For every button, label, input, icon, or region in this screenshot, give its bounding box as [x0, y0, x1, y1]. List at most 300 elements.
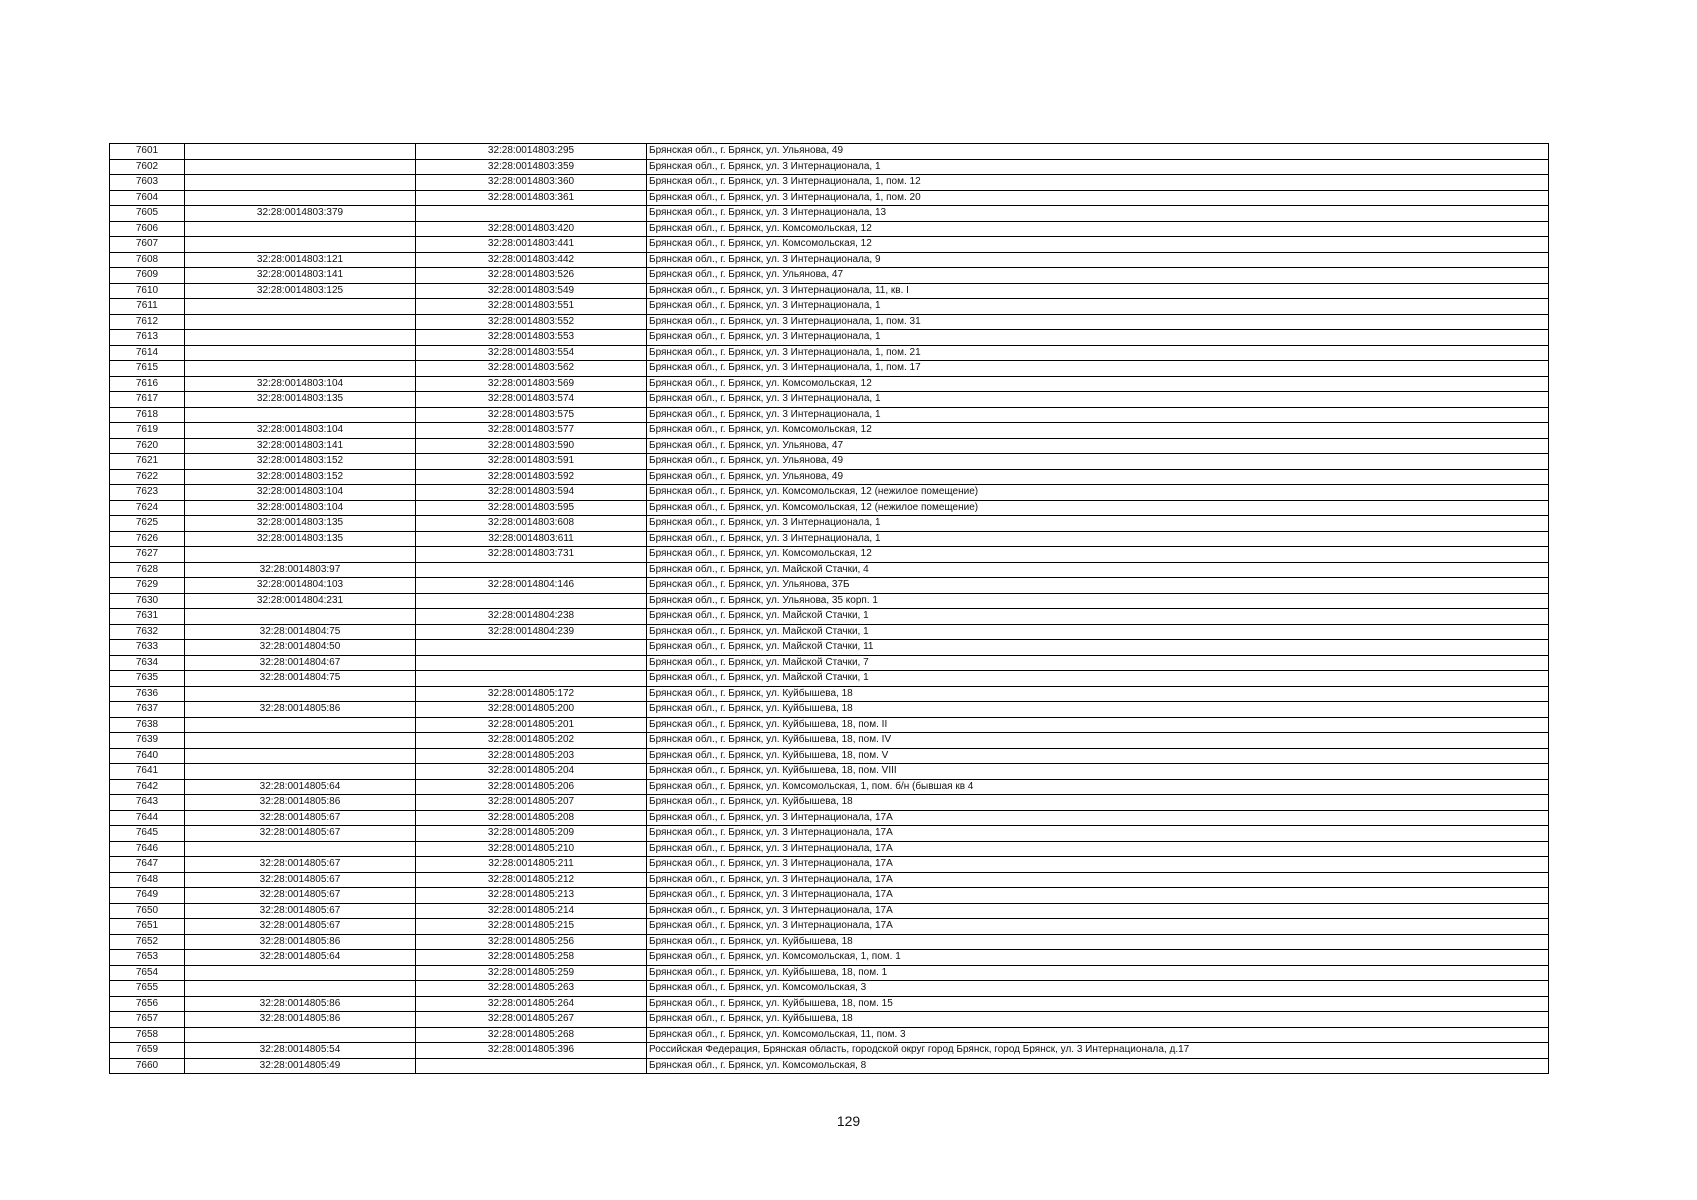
row-number-cell: 7657	[110, 1012, 185, 1028]
table-row	[110, 299, 1549, 315]
address-cell: Брянская обл., г. Брянск, ул. 3 Интернационала, 1, пом. 21	[647, 345, 1549, 361]
row-number-cell: 7629	[110, 578, 185, 594]
row-number-cell: 7623	[110, 485, 185, 501]
table-row	[110, 330, 1549, 346]
row-number-cell: 7643	[110, 795, 185, 811]
address-cell: Брянская обл., г. Брянск, ул. 3 Интернационала, 13	[647, 206, 1549, 222]
land-parcel-number-cell	[185, 686, 416, 702]
building-number-cell: 32:28:0014805:263	[416, 981, 647, 997]
land-parcel-number-cell	[185, 407, 416, 423]
land-parcel-number-cell	[185, 733, 416, 749]
address-cell: Брянская обл., г. Брянск, ул. Куйбышева, 18	[647, 1012, 1549, 1028]
address-cell: Брянская обл., г. Брянск, ул. Ульянова, 49	[647, 469, 1549, 485]
land-parcel-number-cell	[185, 965, 416, 981]
building-number-cell: 32:28:0014805:259	[416, 965, 647, 981]
address-cell: Брянская обл., г. Брянск, ул. 3 Интернационала, 1	[647, 392, 1549, 408]
row-number-cell: 7624	[110, 500, 185, 516]
address-cell: Брянская обл., г. Брянск, ул. Комсомольская, 12	[647, 423, 1549, 439]
address-cell: Брянская обл., г. Брянск, ул. Комсомольская, 1, пом. б/н (бывшая кв 4	[647, 779, 1549, 795]
land-parcel-number-cell: 32:28:0014803:152	[185, 454, 416, 470]
address-cell: Брянская обл., г. Брянск, ул. Комсомольская, 12	[647, 237, 1549, 253]
address-cell: Брянская обл., г. Брянск, ул. 3 Интернационала, 11, кв. I	[647, 283, 1549, 299]
row-number-cell: 7646	[110, 841, 185, 857]
land-parcel-number-cell: 32:28:0014803:104	[185, 500, 416, 516]
table-row	[110, 655, 1549, 671]
land-parcel-number-cell: 32:28:0014804:75	[185, 671, 416, 687]
table-row	[110, 516, 1549, 532]
land-parcel-number-cell	[185, 981, 416, 997]
building-number-cell: 32:28:0014805:201	[416, 717, 647, 733]
building-number-cell: 32:28:0014803:359	[416, 159, 647, 175]
land-parcel-number-cell: 32:28:0014805:67	[185, 919, 416, 935]
table-row	[110, 748, 1549, 764]
building-number-cell: 32:28:0014805:264	[416, 996, 647, 1012]
address-cell: Брянская обл., г. Брянск, ул. Майской Стачки, 1	[647, 671, 1549, 687]
building-number-cell: 32:28:0014803:552	[416, 314, 647, 330]
table-row	[110, 547, 1549, 563]
building-number-cell: 32:28:0014805:200	[416, 702, 647, 718]
address-cell: Брянская обл., г. Брянск, ул. Куйбышева, 18	[647, 702, 1549, 718]
address-cell: Брянская обл., г. Брянск, ул. Ульянова, 49	[647, 144, 1549, 160]
building-number-cell: 32:28:0014803:590	[416, 438, 647, 454]
land-parcel-number-cell	[185, 717, 416, 733]
table-row	[110, 826, 1549, 842]
row-number-cell: 7649	[110, 888, 185, 904]
table-row	[110, 175, 1549, 191]
row-number-cell: 7605	[110, 206, 185, 222]
row-number-cell: 7603	[110, 175, 185, 191]
row-number-cell: 7622	[110, 469, 185, 485]
building-number-cell	[416, 1058, 647, 1074]
land-parcel-number-cell	[185, 764, 416, 780]
table-row	[110, 1012, 1549, 1028]
row-number-cell: 7611	[110, 299, 185, 315]
row-number-cell: 7658	[110, 1027, 185, 1043]
building-number-cell: 32:28:0014805:267	[416, 1012, 647, 1028]
land-parcel-number-cell: 32:28:0014805:86	[185, 934, 416, 950]
table-row	[110, 314, 1549, 330]
row-number-cell: 7659	[110, 1043, 185, 1059]
address-cell: Брянская обл., г. Брянск, ул. 3 Интернационала, 1	[647, 531, 1549, 547]
row-number-cell: 7636	[110, 686, 185, 702]
land-parcel-number-cell	[185, 144, 416, 160]
row-number-cell: 7607	[110, 237, 185, 253]
building-number-cell: 32:28:0014803:591	[416, 454, 647, 470]
table-row	[110, 857, 1549, 873]
table-row	[110, 950, 1549, 966]
building-number-cell: 32:28:0014804:239	[416, 624, 647, 640]
building-number-cell: 32:28:0014805:268	[416, 1027, 647, 1043]
row-number-cell: 7628	[110, 562, 185, 578]
address-cell: Брянская обл., г. Брянск, ул. 3 Интернационала, 1, пом. 31	[647, 314, 1549, 330]
row-number-cell: 7635	[110, 671, 185, 687]
row-number-cell: 7618	[110, 407, 185, 423]
row-number-cell: 7616	[110, 376, 185, 392]
table-row	[110, 221, 1549, 237]
address-cell: Брянская обл., г. Брянск, ул. Ульянова, 47	[647, 438, 1549, 454]
table-row	[110, 190, 1549, 206]
building-number-cell: 32:28:0014805:202	[416, 733, 647, 749]
address-cell: Брянская обл., г. Брянск, ул. 3 Интернационала, 17А	[647, 919, 1549, 935]
row-number-cell: 7609	[110, 268, 185, 284]
address-cell: Брянская обл., г. Брянск, ул. Майской Стачки, 1	[647, 624, 1549, 640]
table-row	[110, 438, 1549, 454]
building-number-cell: 32:28:0014805:396	[416, 1043, 647, 1059]
table-row	[110, 717, 1549, 733]
address-cell: Брянская обл., г. Брянск, ул. Комсомольская, 1, пом. 1	[647, 950, 1549, 966]
land-parcel-number-cell	[185, 1027, 416, 1043]
table-row	[110, 469, 1549, 485]
table-row	[110, 903, 1549, 919]
table-row	[110, 686, 1549, 702]
row-number-cell: 7637	[110, 702, 185, 718]
land-parcel-number-cell: 32:28:0014803:121	[185, 252, 416, 268]
address-cell: Брянская обл., г. Брянск, ул. Ульянова, 37Б	[647, 578, 1549, 594]
building-number-cell: 32:28:0014805:211	[416, 857, 647, 873]
row-number-cell: 7653	[110, 950, 185, 966]
address-cell: Брянская обл., г. Брянск, ул. Майской Стачки, 1	[647, 609, 1549, 625]
building-number-cell: 32:28:0014803:595	[416, 500, 647, 516]
table-row	[110, 376, 1549, 392]
address-cell: Брянская обл., г. Брянск, ул. Куйбышева, 18, пом. 15	[647, 996, 1549, 1012]
row-number-cell: 7651	[110, 919, 185, 935]
address-cell: Брянская обл., г. Брянск, ул. Майской Стачки, 7	[647, 655, 1549, 671]
table-row	[110, 702, 1549, 718]
table-row	[110, 888, 1549, 904]
address-cell: Брянская обл., г. Брянск, ул. 3 Интернационала, 1	[647, 159, 1549, 175]
table-row	[110, 965, 1549, 981]
table-row	[110, 795, 1549, 811]
row-number-cell: 7645	[110, 826, 185, 842]
page-number: 129	[836, 1113, 861, 1129]
address-cell: Брянская обл., г. Брянск, ул. Ульянова, 35 корп. 1	[647, 593, 1549, 609]
building-number-cell: 32:28:0014803:526	[416, 268, 647, 284]
land-parcel-number-cell: 32:28:0014805:49	[185, 1058, 416, 1074]
building-number-cell: 32:28:0014805:204	[416, 764, 647, 780]
land-parcel-number-cell: 32:28:0014805:64	[185, 779, 416, 795]
land-parcel-number-cell: 32:28:0014804:231	[185, 593, 416, 609]
land-parcel-number-cell	[185, 547, 416, 563]
table-row	[110, 810, 1549, 826]
table-row	[110, 764, 1549, 780]
address-cell: Брянская обл., г. Брянск, ул. 3 Интернационала, 9	[647, 252, 1549, 268]
table-row	[110, 609, 1549, 625]
row-number-cell: 7656	[110, 996, 185, 1012]
table-row	[110, 671, 1549, 687]
table-row	[110, 841, 1549, 857]
address-cell: Брянская обл., г. Брянск, ул. Куйбышева, 18	[647, 686, 1549, 702]
land-parcel-number-cell: 32:28:0014803:125	[185, 283, 416, 299]
building-number-cell: 32:28:0014805:207	[416, 795, 647, 811]
building-number-cell: 32:28:0014803:361	[416, 190, 647, 206]
building-number-cell	[416, 593, 647, 609]
building-number-cell: 32:28:0014803:551	[416, 299, 647, 315]
building-number-cell: 32:28:0014803:731	[416, 547, 647, 563]
address-cell: Брянская обл., г. Брянск, ул. 3 Интернационала, 1	[647, 299, 1549, 315]
land-parcel-number-cell	[185, 748, 416, 764]
building-number-cell	[416, 655, 647, 671]
row-number-cell: 7604	[110, 190, 185, 206]
land-parcel-number-cell: 32:28:0014803:141	[185, 268, 416, 284]
table-row	[110, 252, 1549, 268]
row-number-cell: 7619	[110, 423, 185, 439]
land-parcel-number-cell: 32:28:0014805:67	[185, 826, 416, 842]
land-parcel-number-cell: 32:28:0014804:50	[185, 640, 416, 656]
row-number-cell: 7648	[110, 872, 185, 888]
land-parcel-number-cell: 32:28:0014805:67	[185, 903, 416, 919]
building-number-cell: 32:28:0014804:238	[416, 609, 647, 625]
building-number-cell: 32:28:0014803:574	[416, 392, 647, 408]
building-number-cell: 32:28:0014805:212	[416, 872, 647, 888]
address-cell: Брянская обл., г. Брянск, ул. Куйбышева, 18, пом. VIII	[647, 764, 1549, 780]
row-number-cell: 7640	[110, 748, 185, 764]
table-row	[110, 454, 1549, 470]
row-number-cell: 7602	[110, 159, 185, 175]
building-number-cell: 32:28:0014803:553	[416, 330, 647, 346]
land-parcel-number-cell: 32:28:0014805:86	[185, 795, 416, 811]
table-row	[110, 733, 1549, 749]
address-cell: Брянская обл., г. Брянск, ул. Комсомольская, 12	[647, 221, 1549, 237]
address-cell: Брянская обл., г. Брянск, ул. 3 Интернационала, 17А	[647, 841, 1549, 857]
land-parcel-number-cell	[185, 221, 416, 237]
row-number-cell: 7633	[110, 640, 185, 656]
table-row	[110, 1058, 1549, 1074]
row-number-cell: 7641	[110, 764, 185, 780]
building-number-cell: 32:28:0014803:569	[416, 376, 647, 392]
row-number-cell: 7617	[110, 392, 185, 408]
row-number-cell: 7627	[110, 547, 185, 563]
land-parcel-number-cell: 32:28:0014805:67	[185, 888, 416, 904]
address-cell: Брянская обл., г. Брянск, ул. 3 Интернационала, 1	[647, 407, 1549, 423]
address-cell: Брянская обл., г. Брянск, ул. 3 Интернационала, 17А	[647, 810, 1549, 826]
table-row	[110, 981, 1549, 997]
land-parcel-number-cell: 32:28:0014805:54	[185, 1043, 416, 1059]
table-row	[110, 996, 1549, 1012]
building-number-cell: 32:28:0014803:554	[416, 345, 647, 361]
building-number-cell: 32:28:0014803:420	[416, 221, 647, 237]
land-parcel-number-cell: 32:28:0014805:67	[185, 857, 416, 873]
row-number-cell: 7620	[110, 438, 185, 454]
land-parcel-number-cell	[185, 175, 416, 191]
address-cell: Брянская обл., г. Брянск, ул. Комсомольская, 11, пом. 3	[647, 1027, 1549, 1043]
land-parcel-number-cell: 32:28:0014805:67	[185, 872, 416, 888]
table-row	[110, 144, 1549, 160]
address-cell: Брянская обл., г. Брянск, ул. Комсомольская, 12 (нежилое помещение)	[647, 500, 1549, 516]
land-parcel-number-cell: 32:28:0014805:64	[185, 950, 416, 966]
table-row	[110, 578, 1549, 594]
building-number-cell: 32:28:0014803:594	[416, 485, 647, 501]
table-row	[110, 283, 1549, 299]
building-number-cell: 32:28:0014805:208	[416, 810, 647, 826]
row-number-cell: 7660	[110, 1058, 185, 1074]
address-cell: Брянская обл., г. Брянск, ул. 3 Интернационала, 17А	[647, 872, 1549, 888]
land-parcel-number-cell: 32:28:0014803:97	[185, 562, 416, 578]
address-cell: Брянская обл., г. Брянск, ул. 3 Интернационала, 1, пом. 17	[647, 361, 1549, 377]
land-parcel-number-cell: 32:28:0014803:104	[185, 376, 416, 392]
table-row	[110, 392, 1549, 408]
building-number-cell: 32:28:0014805:172	[416, 686, 647, 702]
building-number-cell: 32:28:0014805:258	[416, 950, 647, 966]
table-row	[110, 779, 1549, 795]
table-row	[110, 562, 1549, 578]
address-cell: Брянская обл., г. Брянск, ул. 3 Интернационала, 17А	[647, 826, 1549, 842]
address-cell: Брянская обл., г. Брянск, ул. Комсомольская, 12	[647, 376, 1549, 392]
land-parcel-number-cell: 32:28:0014804:67	[185, 655, 416, 671]
row-number-cell: 7625	[110, 516, 185, 532]
address-cell: Брянская обл., г. Брянск, ул. Майской Стачки, 4	[647, 562, 1549, 578]
land-parcel-number-cell	[185, 609, 416, 625]
land-parcel-number-cell: 32:28:0014804:75	[185, 624, 416, 640]
address-cell: Брянская обл., г. Брянск, ул. 3 Интернационала, 1	[647, 516, 1549, 532]
land-parcel-number-cell	[185, 841, 416, 857]
building-number-cell	[416, 562, 647, 578]
land-parcel-number-cell: 32:28:0014803:135	[185, 516, 416, 532]
land-parcel-number-cell: 32:28:0014805:86	[185, 702, 416, 718]
land-parcel-number-cell: 32:28:0014803:104	[185, 423, 416, 439]
building-number-cell: 32:28:0014805:215	[416, 919, 647, 935]
table-row	[110, 1043, 1549, 1059]
row-number-cell: 7642	[110, 779, 185, 795]
land-parcel-number-cell	[185, 330, 416, 346]
row-number-cell: 7601	[110, 144, 185, 160]
land-parcel-number-cell: 32:28:0014803:152	[185, 469, 416, 485]
address-cell: Брянская обл., г. Брянск, ул. 3 Интернационала, 1, пом. 20	[647, 190, 1549, 206]
row-number-cell: 7615	[110, 361, 185, 377]
building-number-cell: 32:28:0014803:608	[416, 516, 647, 532]
address-cell: Брянская обл., г. Брянск, ул. Комсомольская, 3	[647, 981, 1549, 997]
building-number-cell: 32:28:0014805:209	[416, 826, 647, 842]
building-number-cell: 32:28:0014803:592	[416, 469, 647, 485]
land-parcel-number-cell: 32:28:0014803:104	[185, 485, 416, 501]
land-parcel-number-cell	[185, 345, 416, 361]
building-number-cell: 32:28:0014805:214	[416, 903, 647, 919]
table-row	[110, 531, 1549, 547]
building-number-cell	[416, 206, 647, 222]
row-number-cell: 7606	[110, 221, 185, 237]
row-number-cell: 7626	[110, 531, 185, 547]
address-cell: Брянская обл., г. Брянск, ул. 3 Интернационала, 1, пом. 12	[647, 175, 1549, 191]
table-row	[110, 345, 1549, 361]
building-number-cell: 32:28:0014803:360	[416, 175, 647, 191]
land-parcel-number-cell: 32:28:0014804:103	[185, 578, 416, 594]
land-parcel-number-cell: 32:28:0014805:67	[185, 810, 416, 826]
table-row	[110, 159, 1549, 175]
table-row	[110, 237, 1549, 253]
row-number-cell: 7613	[110, 330, 185, 346]
address-cell: Брянская обл., г. Брянск, ул. Куйбышева, 18	[647, 795, 1549, 811]
row-number-cell: 7638	[110, 717, 185, 733]
address-cell: Брянская обл., г. Брянск, ул. 3 Интернационала, 17А	[647, 857, 1549, 873]
table-row	[110, 919, 1549, 935]
table-row	[110, 593, 1549, 609]
row-number-cell: 7631	[110, 609, 185, 625]
table-row	[110, 361, 1549, 377]
address-cell: Брянская обл., г. Брянск, ул. 3 Интернационала, 17А	[647, 903, 1549, 919]
row-number-cell: 7652	[110, 934, 185, 950]
address-cell: Брянская обл., г. Брянск, ул. Куйбышева, 18, пом. V	[647, 748, 1549, 764]
row-number-cell: 7634	[110, 655, 185, 671]
building-number-cell: 32:28:0014803:549	[416, 283, 647, 299]
address-cell: Брянская обл., г. Брянск, ул. 3 Интернационала, 17А	[647, 888, 1549, 904]
address-cell: Брянская обл., г. Брянск, ул. Комсомольская, 12 (нежилое помещение)	[647, 485, 1549, 501]
building-number-cell: 32:28:0014803:441	[416, 237, 647, 253]
row-number-cell: 7614	[110, 345, 185, 361]
land-parcel-number-cell	[185, 299, 416, 315]
row-number-cell: 7639	[110, 733, 185, 749]
address-cell: Брянская обл., г. Брянск, ул. Куйбышева, 18, пом. IV	[647, 733, 1549, 749]
land-parcel-number-cell	[185, 159, 416, 175]
table-row	[110, 268, 1549, 284]
land-parcel-number-cell: 32:28:0014805:86	[185, 1012, 416, 1028]
land-parcel-number-cell: 32:28:0014805:86	[185, 996, 416, 1012]
row-number-cell: 7630	[110, 593, 185, 609]
row-number-cell: 7608	[110, 252, 185, 268]
address-cell: Российская Федерация, Брянская область, городской округ город Брянск, город Брянск, ул. 3 Интернационала, д.17	[647, 1043, 1549, 1059]
cadastral-table	[109, 143, 1549, 1074]
table-row	[110, 934, 1549, 950]
address-cell: Брянская обл., г. Брянск, ул. 3 Интернационала, 1	[647, 330, 1549, 346]
building-number-cell: 32:28:0014803:575	[416, 407, 647, 423]
table-row	[110, 206, 1549, 222]
row-number-cell: 7654	[110, 965, 185, 981]
building-number-cell: 32:28:0014805:256	[416, 934, 647, 950]
building-number-cell: 32:28:0014803:442	[416, 252, 647, 268]
table-row	[110, 423, 1549, 439]
building-number-cell	[416, 671, 647, 687]
table-row	[110, 1027, 1549, 1043]
table-row	[110, 500, 1549, 516]
row-number-cell: 7650	[110, 903, 185, 919]
land-parcel-number-cell	[185, 314, 416, 330]
address-cell: Брянская обл., г. Брянск, ул. Куйбышева, 18, пом. 1	[647, 965, 1549, 981]
row-number-cell: 7632	[110, 624, 185, 640]
land-parcel-number-cell	[185, 237, 416, 253]
row-number-cell: 7621	[110, 454, 185, 470]
land-parcel-number-cell	[185, 361, 416, 377]
building-number-cell: 32:28:0014803:295	[416, 144, 647, 160]
table-row	[110, 872, 1549, 888]
address-cell: Брянская обл., г. Брянск, ул. Ульянова, 49	[647, 454, 1549, 470]
land-parcel-number-cell: 32:28:0014803:141	[185, 438, 416, 454]
building-number-cell: 32:28:0014805:206	[416, 779, 647, 795]
building-number-cell: 32:28:0014805:210	[416, 841, 647, 857]
table-row	[110, 640, 1549, 656]
row-number-cell: 7647	[110, 857, 185, 873]
building-number-cell: 32:28:0014805:203	[416, 748, 647, 764]
address-cell: Брянская обл., г. Брянск, ул. Куйбышева, 18	[647, 934, 1549, 950]
row-number-cell: 7655	[110, 981, 185, 997]
building-number-cell: 32:28:0014804:146	[416, 578, 647, 594]
row-number-cell: 7612	[110, 314, 185, 330]
table-row	[110, 624, 1549, 640]
table-body	[110, 144, 1549, 1074]
address-cell: Брянская обл., г. Брянск, ул. Комсомольская, 12	[647, 547, 1549, 563]
address-cell: Брянская обл., г. Брянск, ул. Ульянова, 47	[647, 268, 1549, 284]
address-cell: Брянская обл., г. Брянск, ул. Комсомольская, 8	[647, 1058, 1549, 1074]
address-cell: Брянская обл., г. Брянск, ул. Майской Стачки, 11	[647, 640, 1549, 656]
land-parcel-number-cell	[185, 190, 416, 206]
row-number-cell: 7610	[110, 283, 185, 299]
land-parcel-number-cell: 32:28:0014803:135	[185, 531, 416, 547]
land-parcel-number-cell: 32:28:0014803:379	[185, 206, 416, 222]
building-number-cell: 32:28:0014803:562	[416, 361, 647, 377]
building-number-cell: 32:28:0014805:213	[416, 888, 647, 904]
building-number-cell: 32:28:0014803:611	[416, 531, 647, 547]
table-row	[110, 485, 1549, 501]
building-number-cell	[416, 640, 647, 656]
row-number-cell: 7644	[110, 810, 185, 826]
land-parcel-number-cell: 32:28:0014803:135	[185, 392, 416, 408]
